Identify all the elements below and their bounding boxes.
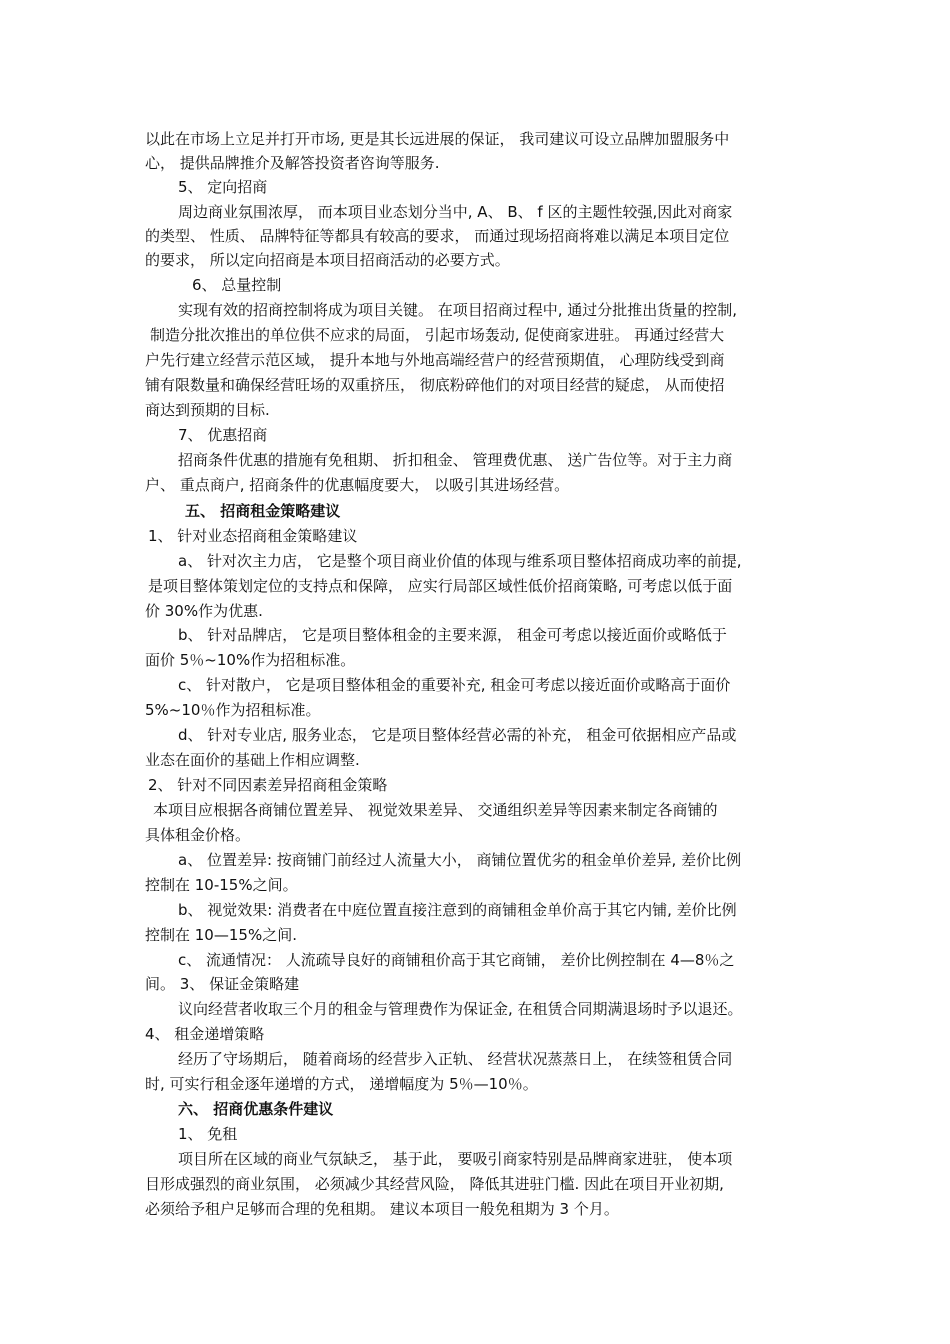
section-heading: 1、 免租 (178, 1125, 238, 1143)
text-line: a、 位置差异: 按商铺门前经过人流量大小， 商铺位置优劣的租金单价差异, 差价比例 (178, 851, 742, 869)
text-line: 具体租金价格。 (145, 826, 251, 844)
text-line: 间。 3、 保证金策略建 (145, 975, 300, 993)
text-line: 控制在 10-15%之间。 (145, 876, 298, 894)
text-line: 的要求， 所以定向招商是本项目招商活动的必要方式。 (145, 251, 510, 269)
section-heading: 2、 针对不同因素差异招商租金策略 (148, 776, 388, 794)
text-line: 5%~10％作为招租标准。 (145, 701, 321, 719)
text-line: 铺有限数量和确保经营旺场的双重挤压， 彻底粉碎他们的对项目经营的疑虑， 从而使招 (145, 376, 725, 394)
section-heading: 5、 定向招商 (178, 178, 268, 196)
chapter-heading: 五、 招商租金策略建议 (185, 502, 341, 520)
text-line: a、 针对次主力店， 它是整个项目商业价值的体现与维系项目整体招商成功率的前提, (178, 552, 742, 570)
text-line: 户、 重点商户, 招商条件的优惠幅度要大， 以吸引其进场经营。 (145, 476, 570, 494)
text-line: 周边商业氛围浓厚， 而本项目业态划分当中, A、 B、 f 区的主题性较强,因此对商家 (178, 203, 733, 221)
text-line: 招商条件优惠的措施有免租期、 折扣租金、 管理费优惠、 送广告位等。对于主力商 (178, 451, 733, 469)
text-line: 目形成强烈的商业氛围， 必须减少其经营风险， 降低其进驻门槛. 因此在项目开业初期, (145, 1175, 724, 1193)
text-line: 项目所在区域的商业气氛缺乏， 基于此， 要吸引商家特别是品牌商家进驻， 使本项 (178, 1150, 733, 1168)
text-line: 价 30%作为优惠. (145, 602, 263, 620)
text-line: 是项目整体策划定位的支持点和保障， 应实行局部区域性低价招商策略, 可考虑以低于面 (148, 577, 733, 595)
text-line: 必须给予租户足够而合理的免租期。 建议本项目一般免租期为 3 个月。 (145, 1200, 619, 1218)
text-line: 以此在市场上立足并打开市场, 更是其长远进展的保证， 我司建议可设立品牌加盟服务中 (145, 130, 730, 148)
section-heading: 7、 优惠招商 (178, 426, 268, 444)
text-line: 商达到预期的目标. (145, 401, 270, 419)
text-line: c、 针对散户， 它是项目整体租金的重要补充, 租金可考虑以接近面价或略高于面价 (178, 676, 731, 694)
text-line: 制造分批次推出的单位供不应求的局面， 引起市场轰动, 促使商家进驻。 再通过经营大 (150, 326, 725, 344)
text-line: 议向经营者收取三个月的租金与管理费作为保证金, 在租赁合同期满退场时予以退还。 (178, 1000, 743, 1018)
text-line: 时, 可实行租金逐年递增的方式， 递增幅度为 5％—10％。 (145, 1075, 538, 1093)
text-line: b、 针对品牌店， 它是项目整体租金的主要来源， 租金可考虑以接近面价或略低于 (178, 626, 727, 644)
text-line: 控制在 10—15%之间. (145, 926, 297, 944)
section-heading: 4、 租金递增策略 (145, 1025, 265, 1043)
text-line: d、 针对专业店, 服务业态， 它是项目整体经营必需的补充， 租金可依据相应产品或 (178, 726, 737, 744)
text-line: 心， 提供品牌推介及解答投资者咨询等服务. (145, 154, 440, 172)
section-heading: 1、 针对业态招商租金策略建议 (148, 527, 358, 545)
text-line: 经历了守场期后， 随着商场的经营步入正轨、 经营状况蒸蒸日上， 在续签租赁合同 (178, 1050, 733, 1068)
text-line: 本项目应根据各商铺位置差异、 视觉效果差异、 交通组织差异等因素来制定各商铺的 (153, 801, 718, 819)
text-line: 业态在面价的基础上作相应调整. (145, 751, 360, 769)
chapter-heading: 六、 招商优惠条件建议 (178, 1100, 334, 1118)
text-line: 面价 5％~10%作为招租标准。 (145, 651, 356, 669)
text-line: b、 视觉效果: 消费者在中庭位置直接注意到的商铺租金单价高于其它内铺, 差价比例 (178, 901, 737, 919)
text-line: 的类型、 性质、 品牌特征等都具有较高的要求， 而通过现场招商将难以满足本项目定位 (145, 227, 730, 245)
section-heading: 6、 总量控制 (192, 276, 282, 294)
text-line: c、 流通情况： 人流疏导良好的商铺租价高于其它商铺， 差价比例控制在 4—8％之 (178, 951, 735, 969)
text-line: 实现有效的招商控制将成为项目关键。 在项目招商过程中, 通过分批推出货量的控制, (178, 301, 738, 319)
text-line: 户先行建立经营示范区域， 提升本地与外地高端经营户的经营预期值， 心理防线受到商 (145, 351, 725, 369)
